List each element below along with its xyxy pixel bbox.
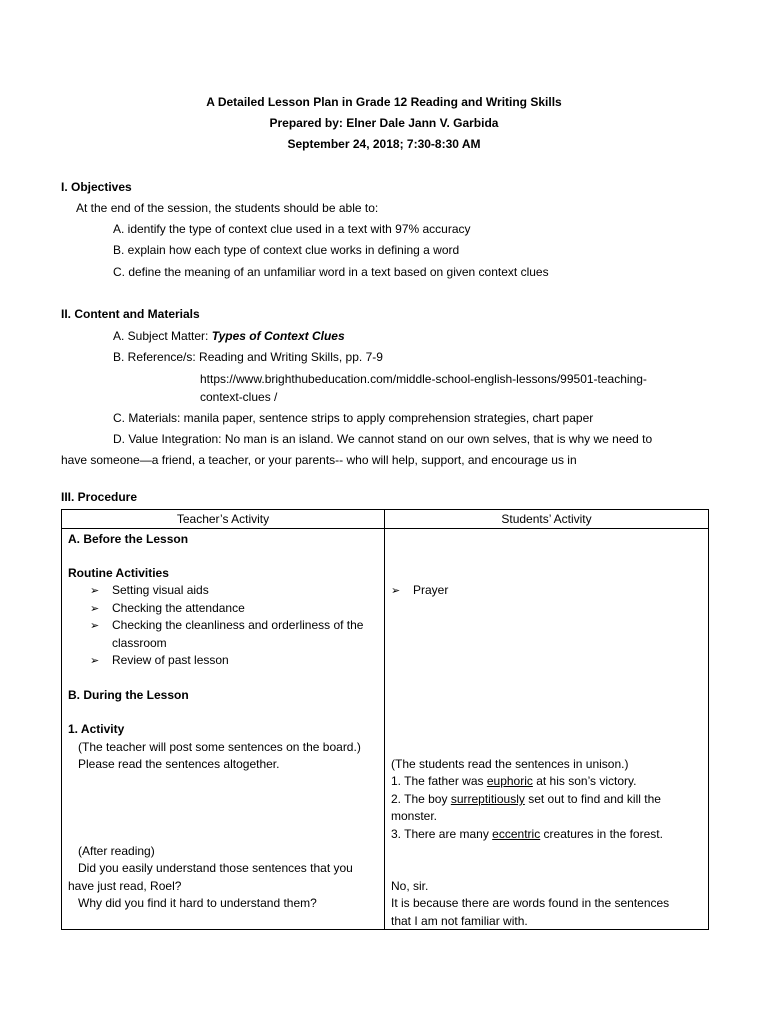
arrow-bullet-icon: ➢: [90, 603, 100, 615]
routine-item: ➢ Checking the attendance: [90, 600, 245, 618]
teacher-question-1-cont: have just read, Roel?: [68, 879, 182, 893]
sentence-1: 1. The father was euphoric at his son’s victory.: [391, 774, 637, 788]
sentence-2: 2. The boy surreptitiously set out to find and kill the: [391, 792, 661, 806]
arrow-bullet-icon: ➢: [391, 585, 401, 597]
document-title: A Detailed Lesson Plan in Grade 12 Reading and Writing Skills: [206, 95, 562, 109]
teacher-post-note: (The teacher will post some sentences on the board.): [78, 740, 361, 754]
teacher-instruction: Please read the sentences altogether.: [78, 757, 280, 771]
activity-heading: 1. Activity: [68, 722, 125, 736]
student-answer-1: No, sir.: [391, 879, 429, 893]
underlined-word: eccentric: [492, 827, 541, 841]
routine-item: ➢ Checking the cleanliness and orderliness of the: [90, 617, 363, 635]
reference-url-line2: context-clues /: [200, 390, 278, 404]
sentence-2-cont: monster.: [391, 809, 438, 823]
teacher-activity-header: Teacher’s Activity: [62, 510, 385, 529]
teacher-question-2: Why did you find it hard to understand them?: [78, 896, 317, 910]
prayer-item: ➢ Prayer: [391, 582, 448, 600]
routine-item-cont: classroom: [112, 636, 167, 650]
underlined-word: euphoric: [486, 774, 533, 788]
routine-heading: Routine Activities: [68, 566, 169, 580]
after-reading-note: (After reading): [78, 844, 155, 858]
objective-item: C. define the meaning of an unfamiliar word in a text based on given context clues: [113, 265, 549, 279]
sentence-3: 3. There are many eccentric creatures in the forest.: [391, 827, 663, 841]
arrow-bullet-icon: ➢: [90, 655, 100, 667]
value-integration-cont: have someone—a friend, a teacher, or your parents-- who will help, support, and encourage us in: [61, 453, 577, 467]
students-unison-note: (The students read the sentences in unison.): [391, 757, 629, 771]
teacher-question-1: Did you easily understand those sentences that you: [78, 861, 353, 875]
procedure-heading: III. Procedure: [61, 490, 138, 504]
content-heading: II. Content and Materials: [61, 307, 200, 321]
routine-item: ➢ Setting visual aids: [90, 582, 209, 600]
subject-matter: [113, 328, 345, 345]
prepared-by: Prepared by: Elner Dale Jann V. Garbida: [269, 116, 499, 130]
objectives-heading: I. Objectives: [61, 180, 132, 194]
underlined-word: surreptitiously: [450, 792, 525, 806]
procedure-table: [61, 509, 709, 930]
student-answer-2: It is because there are words found in the sentences: [391, 896, 670, 910]
students-activity-cell: [385, 529, 709, 930]
value-integration: D. Value Integration: No man is an island. We cannot stand on our own selves, that is why we need to: [113, 432, 653, 446]
students-activity-header: Students’ Activity: [385, 510, 709, 529]
arrow-bullet-icon: ➢: [90, 585, 100, 597]
student-answer-2-cont: that I am not familiar with.: [391, 914, 528, 928]
during-lesson-heading: B. During the Lesson: [68, 688, 189, 702]
lesson-date: September 24, 2018; 7:30-8:30 AM: [287, 137, 481, 151]
objective-item: B. explain how each type of context clue works in defining a word: [113, 243, 460, 257]
objective-item: A. identify the type of context clue used in a text with 97% accuracy: [113, 222, 471, 236]
teacher-activity-cell: [62, 529, 385, 930]
arrow-bullet-icon: ➢: [90, 620, 100, 632]
reference-url-line1: https://www.brighthubeducation.com/middle-school-english-lessons/99501-teaching-: [200, 372, 647, 386]
objectives-intro: At the end of the session, the students should be able to:: [76, 201, 379, 215]
subject-matter-label: A. Subject Matter:: [113, 329, 212, 343]
materials: C. Materials: manila paper, sentence strips to apply comprehension strategies, chart paper: [113, 411, 594, 425]
before-lesson-heading: A. Before the Lesson: [68, 532, 189, 546]
routine-item: ➢ Review of past lesson: [90, 652, 229, 670]
reference: B. Reference/s: Reading and Writing Skills, pp. 7-9: [113, 350, 383, 364]
subject-matter-value: Types of Context Clues: [211, 329, 345, 343]
